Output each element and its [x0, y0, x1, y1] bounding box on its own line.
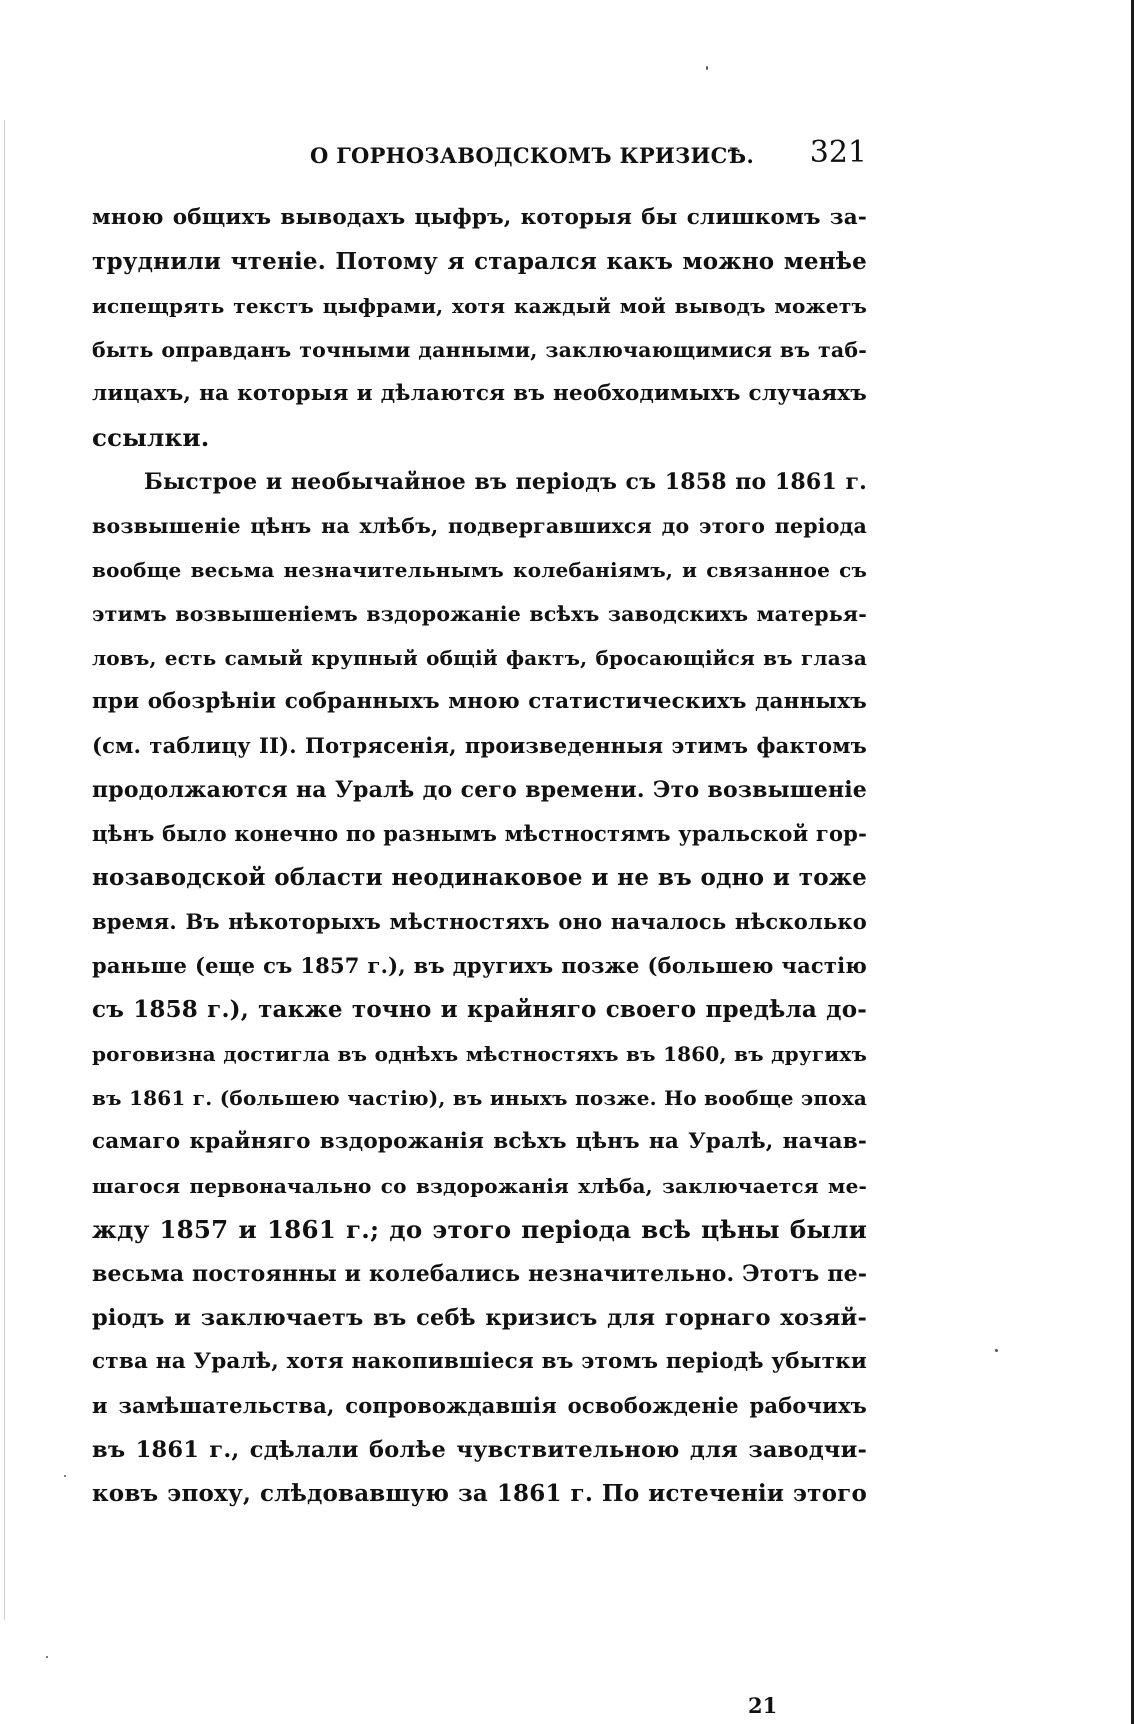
text-line: при обозрѣніи собранныхъ мною статистическихъ данныхъ: [92, 689, 867, 714]
text-line: (см. таблицу II). Потрясенія, произведенныя этимъ фактомъ: [92, 733, 867, 758]
text-line: нозаводской области неодинаковое и не въ одно и тоже: [92, 864, 867, 891]
text-line: быть оправданъ точными данными, заключающимися въ таб-: [92, 338, 867, 362]
text-line: лицахъ, на которыя и дѣлаются въ необходимыхъ случаяхъ: [92, 381, 867, 406]
text-line: съ 1858 г.), также точно и крайняго своего предѣла до-: [92, 996, 867, 1023]
text-line: ковъ эпоху, слѣдовавшую за 1861 г. По истеченіи этого: [92, 1480, 867, 1507]
text-line: мною общихъ выводахъ цыфръ, которыя бы слишкомъ за-: [92, 205, 867, 230]
text-line: въ 1861 г. (большею частію), въ иныхъ позже. Но вообще эпоха: [92, 1086, 867, 1110]
text-line: ловъ, есть самый крупный общій фактъ, бросающійся въ глаза: [92, 646, 867, 670]
text-line: труднили чтеніе. Потому я старался какъ можно менѣе: [92, 248, 867, 275]
page-edge-shadow: [4, 120, 5, 1620]
text-line: время. Въ нѣкоторыхъ мѣстностяхъ оно началось нѣсколько: [92, 909, 867, 934]
text-line: возвышеніе цѣнъ на хлѣбъ, подвергавшихся до этого періода: [92, 514, 867, 538]
scan-speck: [995, 1349, 998, 1352]
body-text: [92, 196, 867, 1516]
text-line: ріодъ и заключаетъ въ себѣ кризисъ для горнаго хозяй-: [92, 1305, 867, 1331]
text-line: продолжаются на Уралѣ до сего времени. Это возвышеніе: [92, 777, 867, 803]
page-header: [92, 135, 867, 175]
text-line: цѣнъ было конечно по разнымъ мѣстностямъ уральской гор-: [92, 821, 867, 846]
paragraph-1: [92, 196, 867, 460]
text-line: испещрять текстъ цыфрами, хотя каждый мой выводъ можетъ: [92, 294, 867, 318]
scan-speck: [46, 1656, 48, 1658]
text-line: и замѣшательства, сопровождавшія освобожденіе рабочихъ: [92, 1393, 867, 1418]
text-line: Быстрое и необычайное въ періодъ съ 1858 по 1861 г.: [144, 469, 867, 495]
text-line: жду 1857 и 1861 г.; до этого періода всѣ цѣны были: [92, 1215, 867, 1244]
paragraph-2: [92, 460, 867, 1516]
text-line: вообще весьма незначительнымъ колебаніямъ, и связанное съ: [92, 558, 867, 582]
text-line: ссылки.: [92, 423, 210, 452]
text-line: въ 1861 г., сдѣлали болѣе чувствительною для заводчи-: [92, 1437, 867, 1463]
text-line: самаго крайняго вздорожанія всѣхъ цѣнъ на Уралѣ, начав-: [92, 1129, 867, 1154]
text-line: ства на Уралѣ, хотя накопившіеся въ этомъ періодѣ убытки: [92, 1349, 867, 1374]
text-line: роговизна достигла въ однѣхъ мѣстностяхъ въ 1860, въ другихъ: [92, 1042, 867, 1066]
text-line: весьма постоянны и колебались незначительно. Этотъ пе-: [92, 1261, 868, 1287]
scan-speck: [64, 1475, 66, 1477]
text-line: раньше (еще съ 1857 г.), въ другихъ позже (большею частію: [92, 953, 867, 978]
page-edge-border: [1131, 0, 1134, 1724]
signature-mark: 21: [748, 1693, 778, 1718]
text-line: шагося первоначально со вздорожанія хлѣба, заключается ме-: [92, 1174, 867, 1198]
running-title: О ГОРНОЗАВОДСКОМЪ КРИЗИСѢ.: [310, 143, 755, 168]
page-number: 321: [809, 135, 867, 170]
scan-speck: [706, 66, 708, 70]
text-line: этимъ возвышеніемъ вздорожаніе всѣхъ заводскихъ матерья-: [92, 602, 867, 626]
